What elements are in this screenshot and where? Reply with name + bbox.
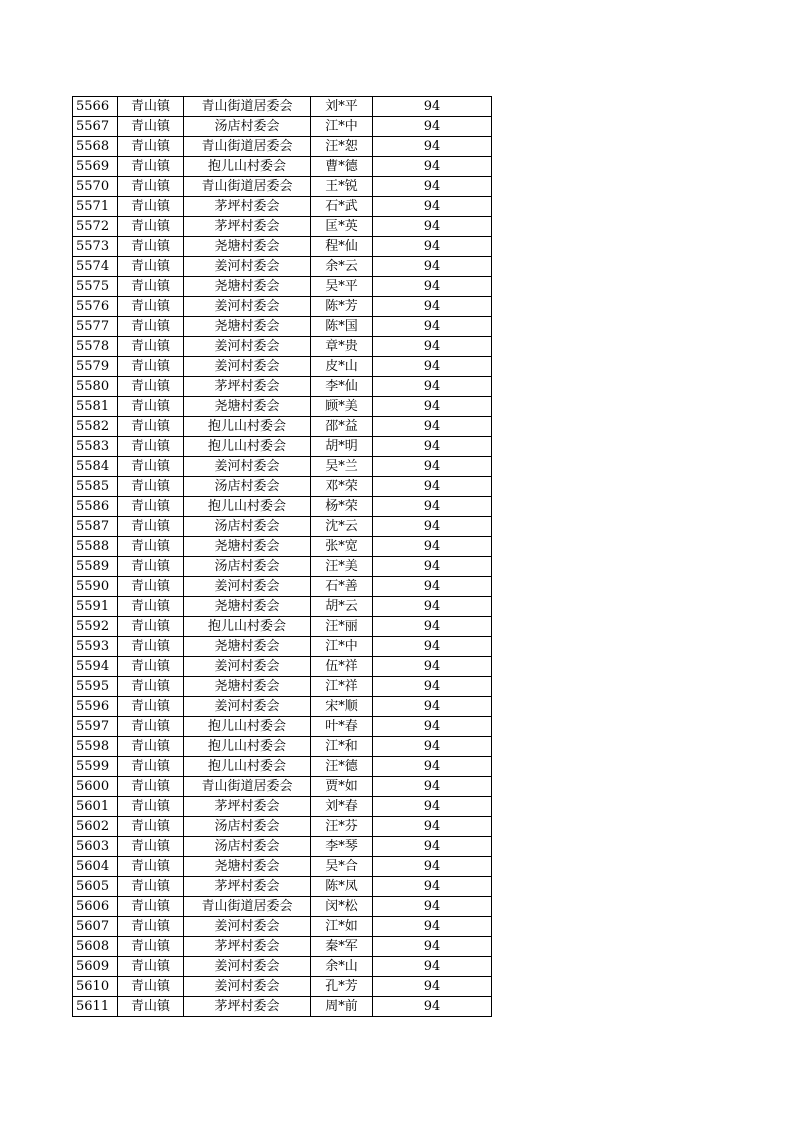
village-cell: 姜河村委会 — [184, 957, 311, 977]
table-row — [73, 537, 492, 557]
village-cell: 青山街道居委会 — [184, 177, 311, 197]
score-cell: 94 — [373, 957, 492, 977]
row-number: 5600 — [73, 777, 118, 797]
village-cell: 尧塘村委会 — [184, 537, 311, 557]
person-name-cell: 伍*祥 — [311, 657, 373, 677]
person-name-cell: 江*和 — [311, 737, 373, 757]
village-cell: 尧塘村委会 — [184, 397, 311, 417]
person-name-cell: 石*善 — [311, 577, 373, 597]
village-cell: 尧塘村委会 — [184, 277, 311, 297]
table-row — [73, 577, 492, 597]
score-cell: 94 — [373, 577, 492, 597]
score-cell: 94 — [373, 857, 492, 877]
person-name-cell: 陈*芳 — [311, 297, 373, 317]
town-cell: 青山镇 — [118, 977, 184, 997]
village-cell: 姜河村委会 — [184, 697, 311, 717]
row-number: 5591 — [73, 597, 118, 617]
score-cell: 94 — [373, 997, 492, 1017]
score-cell: 94 — [373, 897, 492, 917]
town-cell: 青山镇 — [118, 337, 184, 357]
table-row — [73, 857, 492, 877]
table-row — [73, 957, 492, 977]
town-cell: 青山镇 — [118, 957, 184, 977]
person-name-cell: 汪*美 — [311, 557, 373, 577]
person-name-cell: 秦*军 — [311, 937, 373, 957]
row-number: 5578 — [73, 337, 118, 357]
town-cell: 青山镇 — [118, 697, 184, 717]
score-cell: 94 — [373, 437, 492, 457]
row-number: 5583 — [73, 437, 118, 457]
score-cell: 94 — [373, 217, 492, 237]
score-cell: 94 — [373, 297, 492, 317]
person-name-cell: 李*仙 — [311, 377, 373, 397]
town-cell: 青山镇 — [118, 657, 184, 677]
row-number: 5573 — [73, 237, 118, 257]
person-name-cell: 王*锐 — [311, 177, 373, 197]
village-cell: 青山街道居委会 — [184, 137, 311, 157]
score-cell: 94 — [373, 717, 492, 737]
town-cell: 青山镇 — [118, 117, 184, 137]
town-cell: 青山镇 — [118, 417, 184, 437]
table-row — [73, 317, 492, 337]
row-number: 5580 — [73, 377, 118, 397]
table-row — [73, 637, 492, 657]
town-cell: 青山镇 — [118, 937, 184, 957]
score-cell: 94 — [373, 837, 492, 857]
village-cell: 尧塘村委会 — [184, 597, 311, 617]
score-cell: 94 — [373, 797, 492, 817]
person-name-cell: 胡*云 — [311, 597, 373, 617]
village-cell: 汤店村委会 — [184, 477, 311, 497]
town-cell: 青山镇 — [118, 737, 184, 757]
village-cell: 青山街道居委会 — [184, 97, 311, 117]
row-number: 5602 — [73, 817, 118, 837]
town-cell: 青山镇 — [118, 197, 184, 217]
person-name-cell: 贾*如 — [311, 777, 373, 797]
person-name-cell: 章*贵 — [311, 337, 373, 357]
village-cell: 尧塘村委会 — [184, 317, 311, 337]
table-row — [73, 517, 492, 537]
village-cell: 姜河村委会 — [184, 917, 311, 937]
person-name-cell: 石*武 — [311, 197, 373, 217]
person-name-cell: 张*宽 — [311, 537, 373, 557]
row-number: 5574 — [73, 257, 118, 277]
row-number: 5576 — [73, 297, 118, 317]
village-cell: 姜河村委会 — [184, 457, 311, 477]
town-cell: 青山镇 — [118, 837, 184, 857]
person-name-cell: 邓*荣 — [311, 477, 373, 497]
row-number: 5609 — [73, 957, 118, 977]
town-cell: 青山镇 — [118, 97, 184, 117]
town-cell: 青山镇 — [118, 257, 184, 277]
table-row — [73, 97, 492, 117]
row-number: 5571 — [73, 197, 118, 217]
village-cell: 姜河村委会 — [184, 257, 311, 277]
village-cell: 姜河村委会 — [184, 297, 311, 317]
table-row — [73, 777, 492, 797]
score-cell: 94 — [373, 197, 492, 217]
person-name-cell: 闵*松 — [311, 897, 373, 917]
village-cell: 抱儿山村委会 — [184, 437, 311, 457]
table-row — [73, 297, 492, 317]
score-cell: 94 — [373, 977, 492, 997]
village-cell: 姜河村委会 — [184, 977, 311, 997]
table-row — [73, 237, 492, 257]
row-number: 5603 — [73, 837, 118, 857]
village-cell: 尧塘村委会 — [184, 237, 311, 257]
table-row — [73, 897, 492, 917]
person-name-cell: 顾*美 — [311, 397, 373, 417]
row-number: 5607 — [73, 917, 118, 937]
town-cell: 青山镇 — [118, 217, 184, 237]
person-name-cell: 陈*凤 — [311, 877, 373, 897]
table-row — [73, 217, 492, 237]
score-cell: 94 — [373, 757, 492, 777]
score-cell: 94 — [373, 697, 492, 717]
person-name-cell: 吴*平 — [311, 277, 373, 297]
village-cell: 抱儿山村委会 — [184, 157, 311, 177]
person-name-cell: 沈*云 — [311, 517, 373, 537]
table-row — [73, 717, 492, 737]
village-cell: 尧塘村委会 — [184, 677, 311, 697]
table-row — [73, 457, 492, 477]
person-name-cell: 程*仙 — [311, 237, 373, 257]
village-cell: 青山街道居委会 — [184, 777, 311, 797]
score-cell: 94 — [373, 177, 492, 197]
score-cell: 94 — [373, 157, 492, 177]
town-cell: 青山镇 — [118, 317, 184, 337]
score-cell: 94 — [373, 937, 492, 957]
row-number: 5567 — [73, 117, 118, 137]
table-row — [73, 437, 492, 457]
village-cell: 抱儿山村委会 — [184, 757, 311, 777]
score-cell: 94 — [373, 617, 492, 637]
row-number: 5585 — [73, 477, 118, 497]
row-number: 5589 — [73, 557, 118, 577]
record-table — [72, 96, 492, 1017]
table-row — [73, 817, 492, 837]
score-cell: 94 — [373, 637, 492, 657]
town-cell: 青山镇 — [118, 997, 184, 1017]
table-row — [73, 757, 492, 777]
score-cell: 94 — [373, 97, 492, 117]
town-cell: 青山镇 — [118, 377, 184, 397]
village-cell: 茅坪村委会 — [184, 877, 311, 897]
person-name-cell: 匡*英 — [311, 217, 373, 237]
table-row — [73, 797, 492, 817]
village-cell: 抱儿山村委会 — [184, 617, 311, 637]
row-number: 5575 — [73, 277, 118, 297]
score-cell: 94 — [373, 557, 492, 577]
table-row — [73, 937, 492, 957]
row-number: 5586 — [73, 497, 118, 517]
table-row — [73, 977, 492, 997]
town-cell: 青山镇 — [118, 637, 184, 657]
score-cell: 94 — [373, 917, 492, 937]
village-cell: 姜河村委会 — [184, 577, 311, 597]
score-cell: 94 — [373, 477, 492, 497]
town-cell: 青山镇 — [118, 297, 184, 317]
person-name-cell: 余*山 — [311, 957, 373, 977]
row-number: 5610 — [73, 977, 118, 997]
record-table-body — [73, 97, 492, 1017]
score-cell: 94 — [373, 517, 492, 537]
score-cell: 94 — [373, 257, 492, 277]
score-cell: 94 — [373, 597, 492, 617]
person-name-cell: 陈*国 — [311, 317, 373, 337]
table-row — [73, 357, 492, 377]
village-cell: 茅坪村委会 — [184, 217, 311, 237]
row-number: 5572 — [73, 217, 118, 237]
table-row — [73, 117, 492, 137]
village-cell: 茅坪村委会 — [184, 937, 311, 957]
score-cell: 94 — [373, 137, 492, 157]
person-name-cell: 皮*山 — [311, 357, 373, 377]
person-name-cell: 刘*春 — [311, 797, 373, 817]
town-cell: 青山镇 — [118, 537, 184, 557]
score-cell: 94 — [373, 237, 492, 257]
town-cell: 青山镇 — [118, 757, 184, 777]
table-row — [73, 877, 492, 897]
score-cell: 94 — [373, 677, 492, 697]
village-cell: 抱儿山村委会 — [184, 717, 311, 737]
town-cell: 青山镇 — [118, 597, 184, 617]
person-name-cell: 吴*兰 — [311, 457, 373, 477]
town-cell: 青山镇 — [118, 917, 184, 937]
row-number: 5568 — [73, 137, 118, 157]
table-row — [73, 597, 492, 617]
village-cell: 茅坪村委会 — [184, 797, 311, 817]
town-cell: 青山镇 — [118, 717, 184, 737]
town-cell: 青山镇 — [118, 177, 184, 197]
town-cell: 青山镇 — [118, 617, 184, 637]
town-cell: 青山镇 — [118, 897, 184, 917]
table-row — [73, 137, 492, 157]
town-cell: 青山镇 — [118, 437, 184, 457]
table-row — [73, 677, 492, 697]
score-cell: 94 — [373, 377, 492, 397]
row-number: 5566 — [73, 97, 118, 117]
town-cell: 青山镇 — [118, 497, 184, 517]
row-number: 5601 — [73, 797, 118, 817]
row-number: 5596 — [73, 697, 118, 717]
score-cell: 94 — [373, 497, 492, 517]
person-name-cell: 余*云 — [311, 257, 373, 277]
person-name-cell: 汪*德 — [311, 757, 373, 777]
row-number: 5570 — [73, 177, 118, 197]
person-name-cell: 周*前 — [311, 997, 373, 1017]
table-row — [73, 657, 492, 677]
village-cell: 青山街道居委会 — [184, 897, 311, 917]
village-cell: 姜河村委会 — [184, 357, 311, 377]
person-name-cell: 吴*合 — [311, 857, 373, 877]
person-name-cell: 江*如 — [311, 917, 373, 937]
town-cell: 青山镇 — [118, 777, 184, 797]
row-number: 5606 — [73, 897, 118, 917]
table-row — [73, 397, 492, 417]
row-number: 5598 — [73, 737, 118, 757]
village-cell: 姜河村委会 — [184, 337, 311, 357]
person-name-cell: 邵*益 — [311, 417, 373, 437]
person-name-cell: 刘*平 — [311, 97, 373, 117]
village-cell: 姜河村委会 — [184, 657, 311, 677]
table-row — [73, 997, 492, 1017]
row-number: 5569 — [73, 157, 118, 177]
row-number: 5608 — [73, 937, 118, 957]
village-cell: 汤店村委会 — [184, 517, 311, 537]
town-cell: 青山镇 — [118, 817, 184, 837]
table-row — [73, 157, 492, 177]
score-cell: 94 — [373, 657, 492, 677]
table-row — [73, 617, 492, 637]
town-cell: 青山镇 — [118, 457, 184, 477]
person-name-cell: 汪*恕 — [311, 137, 373, 157]
row-number: 5604 — [73, 857, 118, 877]
row-number: 5611 — [73, 997, 118, 1017]
town-cell: 青山镇 — [118, 237, 184, 257]
person-name-cell: 李*琴 — [311, 837, 373, 857]
village-cell: 汤店村委会 — [184, 557, 311, 577]
row-number: 5597 — [73, 717, 118, 737]
table-row — [73, 377, 492, 397]
score-cell: 94 — [373, 397, 492, 417]
table-row — [73, 557, 492, 577]
town-cell: 青山镇 — [118, 877, 184, 897]
village-cell: 汤店村委会 — [184, 837, 311, 857]
row-number: 5593 — [73, 637, 118, 657]
town-cell: 青山镇 — [118, 277, 184, 297]
village-cell: 汤店村委会 — [184, 817, 311, 837]
person-name-cell: 叶*春 — [311, 717, 373, 737]
person-name-cell: 孔*芳 — [311, 977, 373, 997]
town-cell: 青山镇 — [118, 477, 184, 497]
village-cell: 尧塘村委会 — [184, 637, 311, 657]
row-number: 5579 — [73, 357, 118, 377]
town-cell: 青山镇 — [118, 137, 184, 157]
row-number: 5592 — [73, 617, 118, 637]
score-cell: 94 — [373, 117, 492, 137]
table-row — [73, 277, 492, 297]
table-row — [73, 737, 492, 757]
row-number: 5584 — [73, 457, 118, 477]
score-cell: 94 — [373, 537, 492, 557]
town-cell: 青山镇 — [118, 517, 184, 537]
table-row — [73, 177, 492, 197]
table-row — [73, 337, 492, 357]
person-name-cell: 胡*明 — [311, 437, 373, 457]
village-cell: 茅坪村委会 — [184, 377, 311, 397]
row-number: 5582 — [73, 417, 118, 437]
table-row — [73, 917, 492, 937]
person-name-cell: 江*中 — [311, 637, 373, 657]
row-number: 5595 — [73, 677, 118, 697]
table-row — [73, 417, 492, 437]
row-number: 5587 — [73, 517, 118, 537]
row-number: 5599 — [73, 757, 118, 777]
table-row — [73, 497, 492, 517]
village-cell: 抱儿山村委会 — [184, 737, 311, 757]
town-cell: 青山镇 — [118, 397, 184, 417]
score-cell: 94 — [373, 317, 492, 337]
row-number: 5605 — [73, 877, 118, 897]
town-cell: 青山镇 — [118, 797, 184, 817]
score-cell: 94 — [373, 337, 492, 357]
village-cell: 抱儿山村委会 — [184, 497, 311, 517]
score-cell: 94 — [373, 457, 492, 477]
person-name-cell: 江*祥 — [311, 677, 373, 697]
score-cell: 94 — [373, 817, 492, 837]
table-row — [73, 837, 492, 857]
row-number: 5590 — [73, 577, 118, 597]
table-row — [73, 197, 492, 217]
score-cell: 94 — [373, 277, 492, 297]
person-name-cell: 宋*顺 — [311, 697, 373, 717]
town-cell: 青山镇 — [118, 857, 184, 877]
village-cell: 抱儿山村委会 — [184, 417, 311, 437]
town-cell: 青山镇 — [118, 157, 184, 177]
table-row — [73, 477, 492, 497]
village-cell: 尧塘村委会 — [184, 857, 311, 877]
town-cell: 青山镇 — [118, 357, 184, 377]
person-name-cell: 江*中 — [311, 117, 373, 137]
town-cell: 青山镇 — [118, 557, 184, 577]
table-row — [73, 697, 492, 717]
score-cell: 94 — [373, 357, 492, 377]
person-name-cell: 汪*芬 — [311, 817, 373, 837]
person-name-cell: 杨*荣 — [311, 497, 373, 517]
row-number: 5577 — [73, 317, 118, 337]
score-cell: 94 — [373, 877, 492, 897]
town-cell: 青山镇 — [118, 577, 184, 597]
village-cell: 茅坪村委会 — [184, 997, 311, 1017]
score-cell: 94 — [373, 777, 492, 797]
row-number: 5581 — [73, 397, 118, 417]
row-number: 5594 — [73, 657, 118, 677]
person-name-cell: 汪*丽 — [311, 617, 373, 637]
town-cell: 青山镇 — [118, 677, 184, 697]
village-cell: 茅坪村委会 — [184, 197, 311, 217]
score-cell: 94 — [373, 417, 492, 437]
person-name-cell: 曹*德 — [311, 157, 373, 177]
row-number: 5588 — [73, 537, 118, 557]
score-cell: 94 — [373, 737, 492, 757]
village-cell: 汤店村委会 — [184, 117, 311, 137]
table-row — [73, 257, 492, 277]
